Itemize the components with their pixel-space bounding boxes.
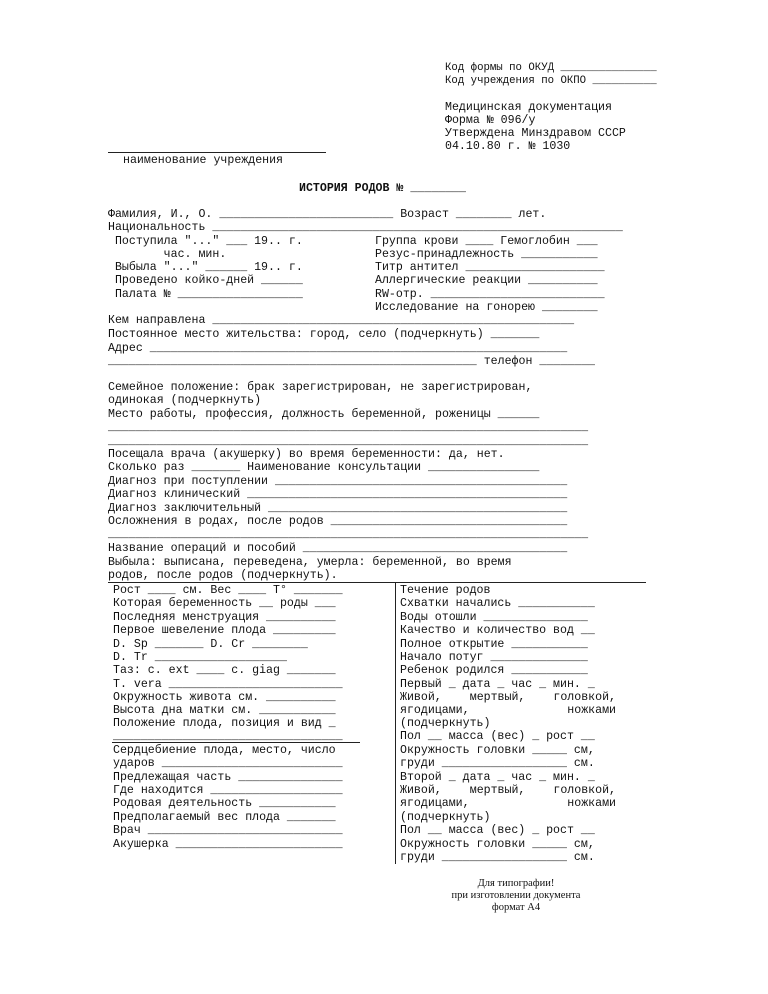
second-child-status-text: Живой, мертвый, головкой,	[400, 784, 616, 797]
water-broke-field[interactable]: Воды отошли _______________	[400, 611, 588, 624]
height-weight-temp-field[interactable]: Рост ____ см. Вес ____ T° _______	[113, 584, 343, 597]
second-child-head-circumference-field[interactable]: Окружность головки _____ см,	[400, 838, 595, 851]
d-sp-cr-field[interactable]: D. Sp _______ D. Cr ________	[113, 638, 308, 651]
fetal-position-line[interactable]: _________________________________	[113, 730, 343, 743]
first-movement-field[interactable]: Первое шевеление плода _________	[113, 624, 336, 637]
visits-count-field[interactable]: Сколько раз _______ Наименование консультации ________________	[108, 461, 540, 474]
contractions-start-field[interactable]: Схватки начались ___________	[400, 597, 595, 610]
first-child-datetime-field[interactable]: Первый _ дата _ час _ мин. _	[400, 678, 595, 691]
admission-diagnosis-field[interactable]: Диагноз при поступлении __________________________________________	[108, 475, 568, 488]
workplace-line-2[interactable]: _____________________________________________________________________	[108, 435, 589, 448]
second-child-underline-note: (подчеркнуть)	[400, 811, 491, 824]
fetal-heartbeat-field[interactable]: Сердцебиение плода, место, число	[113, 744, 336, 757]
heartbeat-rate-field[interactable]: ударов __________________________	[113, 757, 343, 770]
full-dilation-field[interactable]: Полное открытие ___________	[400, 638, 588, 651]
okpo-code: Код учреждения по ОКПО __________	[445, 75, 657, 87]
pregnancy-number-field[interactable]: Которая беременность __ роды ___	[113, 597, 336, 610]
discharge-status-text: Выбыла: выписана, переведена, умерла: беременной, во время	[108, 556, 512, 569]
second-child-chest-field[interactable]: груди __________________ см.	[400, 851, 595, 864]
phone-field[interactable]: _____________________________________________________ телефон ________	[108, 355, 596, 368]
water-quality-field[interactable]: Качество и количество вод __	[400, 624, 595, 637]
operations-field[interactable]: Название операций и пособий ______________________________________	[108, 542, 568, 555]
admission-time-field[interactable]: час. мин.	[108, 248, 227, 261]
complications-field[interactable]: Осложнения в родах, после родов __________________________________	[108, 515, 568, 528]
t-vera-field[interactable]: T. vera _________________________	[113, 678, 343, 691]
allergy-field[interactable]: Аллергические реакции __________	[375, 274, 598, 287]
typography-note: Для типографии!	[477, 878, 555, 889]
paper-format-note: формат А4	[491, 902, 541, 913]
labor-course-heading: Течение родов	[400, 584, 491, 597]
first-child-sex-weight-field[interactable]: Пол __ масса (вес) _ рост __	[400, 730, 595, 743]
marital-status-text: Семейное положение: брак зарегистрирован, не зарегистрирован,	[108, 381, 533, 394]
rhesus-field[interactable]: Резус-принадлежность ___________	[375, 248, 598, 261]
table-column-divider	[395, 582, 396, 864]
marital-status-note: одинокая (подчеркнуть)	[108, 394, 262, 407]
blood-group-field[interactable]: Группа крови ____ Гемоглобин ___	[375, 235, 598, 248]
estimated-weight-field[interactable]: Предполагаемый вес плода _______	[113, 811, 336, 824]
nationality-field[interactable]: Национальность ___________________________________________________________	[108, 221, 623, 234]
residence-type-field[interactable]: Постоянное место жительства: город, село (подчеркнуть) _______	[108, 328, 540, 341]
first-child-underline-note: (подчеркнуть)	[400, 717, 491, 730]
page-title: ИСТОРИЯ РОДОВ № ________	[299, 182, 466, 195]
final-diagnosis-field[interactable]: Диагноз заключительный ___________________________________________	[108, 502, 568, 515]
child-born-field[interactable]: Ребенок родился ___________	[400, 664, 588, 677]
referred-by-field[interactable]: Кем направлена ____________________________________________________	[108, 314, 575, 327]
doctor-visits-text: Посещала врача (акушерку) во время беременности: да, нет.	[108, 448, 505, 461]
surname-age-field[interactable]: Фамилия, И., О. _________________________ Возраст ________ лет.	[108, 208, 547, 221]
uterus-height-field[interactable]: Высота дна матки см. ___________	[113, 704, 336, 717]
antibody-titer-field[interactable]: Титр антител ____________________	[375, 261, 605, 274]
gonorrhea-test-field[interactable]: Исследование на гонорею ________	[375, 301, 598, 314]
okud-code: Код формы по ОКУД _______________	[445, 62, 657, 74]
workplace-line-1[interactable]: _____________________________________________________________________	[108, 421, 589, 434]
labor-activity-field[interactable]: Родовая деятельность ___________	[113, 797, 336, 810]
medical-documentation-label: Медицинская документация	[445, 101, 612, 114]
second-child-datetime-field[interactable]: Второй _ дата _ час _ мин. _	[400, 771, 595, 784]
doctor-field[interactable]: Врач ____________________________	[113, 824, 343, 837]
presenting-part-field[interactable]: Предлежащая часть _______________	[113, 771, 343, 784]
approval-date: 04.10.80 г. № 1030	[445, 140, 571, 153]
table-top-border	[108, 582, 646, 583]
discharge-date-field[interactable]: Выбыла "..." ______ 19.. г.	[108, 261, 303, 274]
abdomen-circumference-field[interactable]: Окружность живота см. __________	[113, 691, 336, 704]
last-menstruation-field[interactable]: Последняя менструация __________	[113, 611, 336, 624]
first-child-head-circumference-field[interactable]: Окружность головки _____ см,	[400, 744, 595, 757]
institution-name-label: наименование учреждения	[123, 154, 284, 167]
form-number: Форма № 096/у	[445, 114, 536, 127]
pushing-start-field[interactable]: Начало потуг ______________	[400, 651, 588, 664]
clinical-diagnosis-field[interactable]: Диагноз клинический ______________________________________________	[108, 488, 568, 501]
institution-name-line	[108, 152, 326, 153]
second-child-presentation-text: ягодицами, ножками	[400, 797, 616, 810]
midwife-field[interactable]: Акушерка ________________________	[113, 838, 343, 851]
typography-note-detail: при изготовлении документа	[451, 890, 581, 901]
first-child-presentation-text: ягодицами, ножками	[400, 704, 616, 717]
workplace-field[interactable]: Место работы, профессия, должность беременной, роженицы ______	[108, 408, 540, 421]
d-tr-field[interactable]: D. Tr ___________________	[113, 651, 287, 664]
approval-note: Утверждена Минздравом СССР	[445, 127, 626, 140]
rw-test-field[interactable]: RW-отр. _________________________	[375, 288, 605, 301]
admission-date-field[interactable]: Поступила "..." ___ 19.. г.	[108, 235, 303, 248]
first-child-status-text: Живой, мертвый, головкой,	[400, 691, 616, 704]
complications-line[interactable]: _____________________________________________________________________	[108, 528, 589, 541]
discharge-status-note: родов, после родов (подчеркнуть).	[108, 569, 338, 582]
first-child-chest-field[interactable]: груди __________________ см.	[400, 757, 595, 770]
location-field[interactable]: Где находится ___________________	[113, 784, 343, 797]
fetal-position-field[interactable]: Положение плода, позиция и вид _	[113, 717, 336, 730]
second-child-sex-weight-field[interactable]: Пол __ масса (вес) _ рост __	[400, 824, 595, 837]
ward-field[interactable]: Палата № __________________	[108, 288, 303, 301]
pelvis-field[interactable]: Таз: c. ext ____ c. giag _______	[113, 664, 336, 677]
address-field[interactable]: Адрес ____________________________________________________________	[108, 342, 568, 355]
bed-days-field[interactable]: Проведено койко-дней ______	[108, 274, 303, 287]
